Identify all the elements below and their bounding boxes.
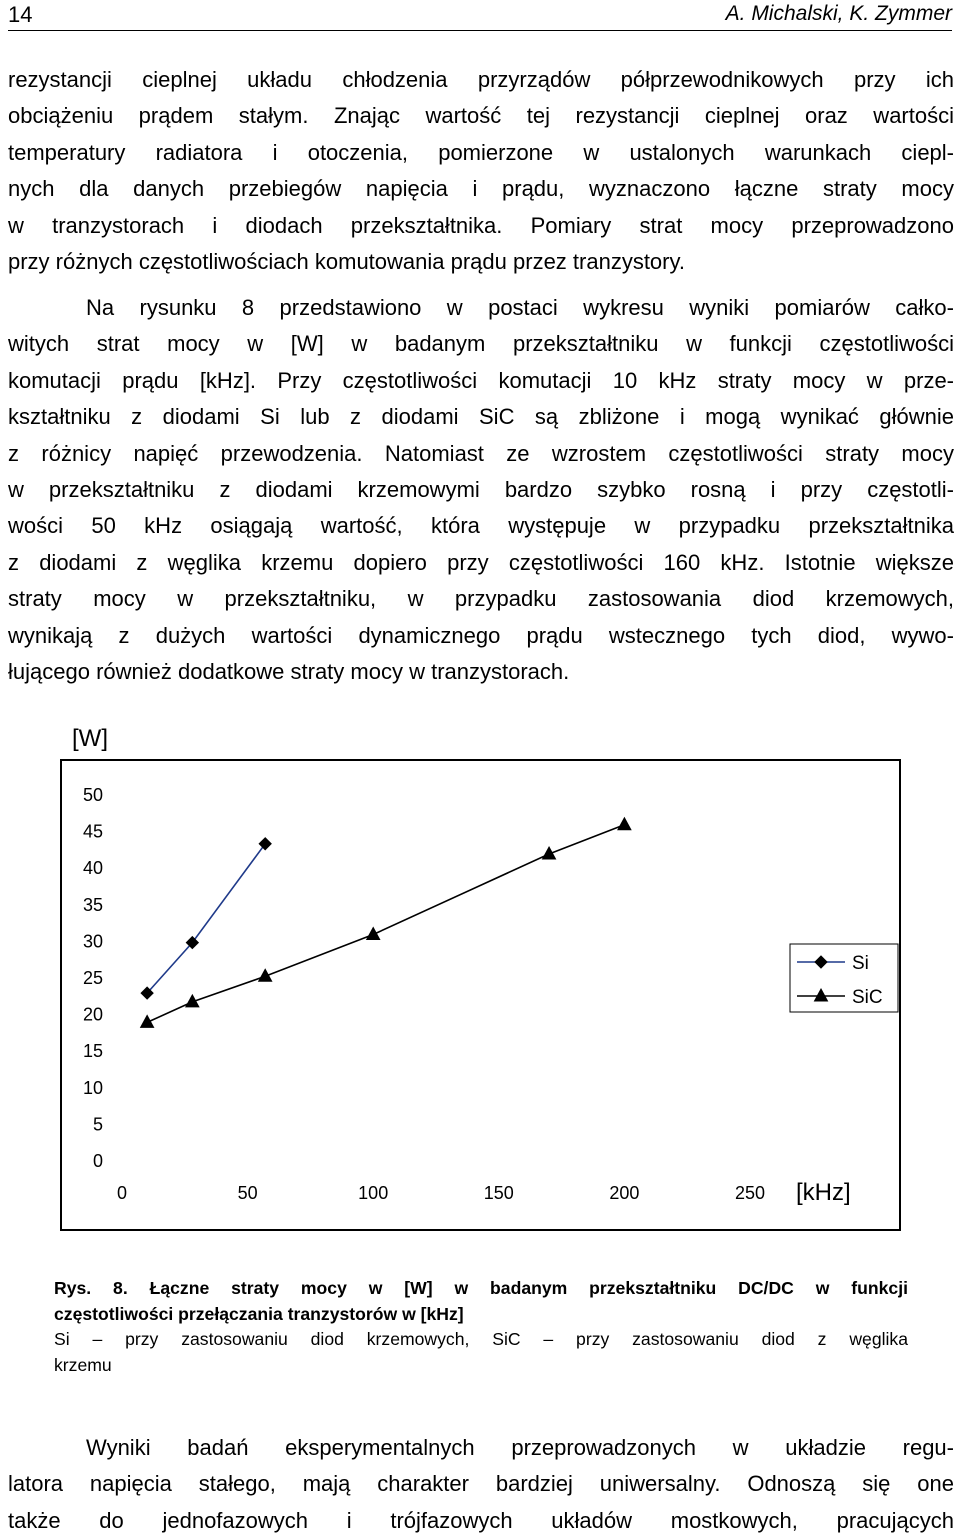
x-tick-label: 150: [483, 1183, 514, 1203]
y-tick-label: 15: [82, 1041, 103, 1062]
text-line: wynikają z dużych wartości dynamicznego prądu wstecznego tych diod, wywo-: [8, 622, 954, 648]
y-axis-label: [W]: [72, 725, 108, 752]
y-tick-label: 10: [82, 1077, 103, 1098]
sic-marker: [141, 1015, 154, 1027]
sic-marker: [618, 818, 631, 830]
text-line: Wyniki badań eksperymentalnych przeprowadzonych w układzie regu-: [86, 1435, 954, 1460]
text-line: komutacji prądu [kHz]. Przy częstotliwości komutacji 10 kHz straty mocy w prze-: [8, 367, 954, 393]
y-tick-label: 45: [82, 821, 103, 842]
text-line: w przekształtniku z diodami krzemowymi bardzo szybko rosną i przy częstotli-: [8, 476, 954, 502]
x-tick-label: 50: [237, 1183, 258, 1203]
text-line: nych dla danych przebiegów napięcia i prądu, wyznaczono łączne straty mocy: [8, 176, 954, 202]
text-line: także do jednofazowych i trójfazowych układów mostkowych, pracujących: [8, 1507, 954, 1533]
y-tick-label: 5: [92, 1114, 103, 1135]
x-tick-label: 100: [358, 1183, 389, 1203]
y-tick-label: 30: [82, 931, 103, 952]
text-line: łującego również dodatkowe straty mocy w tranzystorach.: [8, 658, 570, 684]
text-line: witych strat mocy w [W] w badanym przekształtniku w funkcji częstotliwości: [8, 331, 954, 357]
caption-title-line: częstotliwości przełączania tranzystorów w [kHz]: [54, 1303, 464, 1324]
series-line-si: [147, 844, 265, 993]
text-line: latora napięcia stałego, mają charakter bardziej uniwersalny. Odnoszą się one: [8, 1471, 954, 1497]
text-line: rezystancji cieplnej układu chłodzenia przyrządów półprzewodnikowych przy ich: [8, 67, 954, 92]
caption-desc-line: Si – przy zastosowaniu diod krzemowych, SiC – przy zastosowaniu diod z węglika: [54, 1329, 908, 1349]
page-number: 14: [8, 2, 33, 27]
si-marker: [259, 838, 271, 850]
y-tick-label: 50: [82, 785, 103, 805]
y-tick-label: 35: [82, 894, 103, 915]
text-line: temperatury radiatora i otoczenia, pomierzone w ustalonych warunkach ciepl-: [8, 139, 954, 165]
paragraph-3: [8, 1430, 954, 1539]
text-line: kształtniku z diodami Si lub z diodami SiC są zbliżone i mogą wynikać głównie: [8, 404, 954, 430]
text-line: obciążeniu prądem stałym. Znając wartość tej rezystancji cieplnej oraz wartości: [8, 103, 954, 129]
text-line: w tranzystorach i diodach przekształtnika. Pomiary strat mocy przeprowadzono: [8, 212, 954, 238]
running-head-authors: A. Michalski, K. Zymmer: [725, 2, 952, 25]
x-tick-label: 200: [609, 1183, 640, 1203]
y-tick-label: 25: [82, 968, 103, 988]
text-line: wości 50 kHz osiągają wartość, która występuje w przypadku przekształtnika: [8, 513, 954, 539]
y-tick-label: 20: [82, 1004, 103, 1025]
text-line: przy różnych częstotliwościach komutowania prądu przez tranzystory.: [8, 248, 685, 274]
text-line: Na rysunku 8 przedstawiono w postaci wykresu wyniki pomiarów całko-: [86, 295, 954, 320]
figure-caption: [54, 1276, 908, 1378]
sic-marker: [367, 928, 380, 940]
caption-desc-line: krzemu: [54, 1354, 112, 1375]
x-tick-label: 250: [734, 1183, 766, 1203]
y-tick-label: 40: [82, 858, 103, 879]
text-line: z diodami z węglika krzemu dopiero przy częstotliwości 160 kHz. Istotnie większe: [8, 549, 954, 575]
legend-label-si: Si: [852, 953, 869, 974]
text-line: z różnicy napięć przewodzenia. Natomiast ze wzrostem częstotliwości straty mocy: [8, 440, 954, 466]
caption-title-line: Rys. 8. Łączne straty mocy w [W] w badanym przekształtniku DC/DC w funkcji: [54, 1278, 908, 1298]
y-tick-label: 0: [92, 1151, 103, 1171]
text-line: straty mocy w przekształtniku, w przypadku zastosowania diod krzemowych,: [8, 586, 954, 612]
x-tick-label: 0: [116, 1183, 128, 1203]
legend-label-sic: SiC: [852, 987, 883, 1008]
chart-frame: [61, 760, 900, 1230]
x-axis-label: [kHz]: [796, 1179, 851, 1206]
